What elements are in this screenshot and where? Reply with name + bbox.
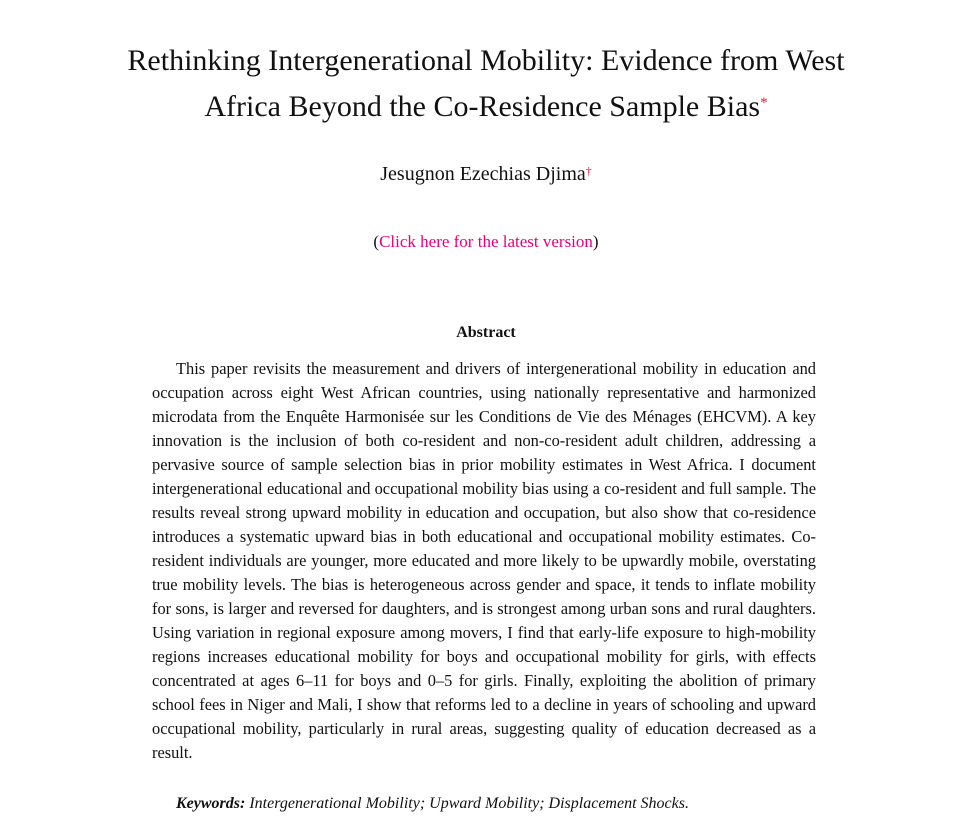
author-footnote-mark[interactable]: † — [585, 164, 592, 178]
keywords-line — [176, 793, 836, 815]
author-name: Jesugnon Ezechias Djima — [380, 163, 586, 185]
version-open-paren: ( — [373, 232, 380, 251]
abstract-text: This paper revisits the measurement and drivers of intergenerational mobility in education and occupation across eight West African countries, using nationally representative and harmonized microdata from the Enquête Harmonisée sur les Conditions de Vie des Ménages (EHCVM). A key innovation is the inclusion of both co-resident and non-co-resident adult children, addressing a pervasive source of sample selection bias in prior mobility estimates in West Africa. I document intergenerational educational and occupational mobility bias using a co-resident and full sample. The results reveal strong upward mobility in education and occupation, but also show that co-residence introduces a systematic upward bias in both educational and occupational mobility estimates. Co-resident individuals are younger, more educated and more likely to be upwardly mobile, overstating true mobility levels. The bias is heterogeneous across gender and space, it tends to inflate mobility for sons, is larger and reversed for daughters, and is strongest among urban sons and rural daughters. Using variation in regional exposure among movers, I find that early-life exposure to high-mobility regions increases educational mobility for boys and occupational mobility for girls, with effects concentrated at ages 6–11 for boys and 0–5 for girls. Finally, exploiting the abolition of primary school fees in Niger and Mali, I show that reforms led to a decline in years of schooling and upward occupational mobility, particularly in rural areas, suggesting quality of education decreased as a result. — [152, 359, 816, 762]
abstract-heading: Abstract — [456, 324, 516, 341]
paper-title-line-2-text: Africa Beyond the Co-Residence Sample Bias — [204, 90, 761, 123]
version-close-paren: ) — [592, 232, 599, 251]
keywords-label: Keywords: — [176, 795, 246, 812]
paper-title-line-1: Rethinking Intergenerational Mobility: Evidence from West — [127, 44, 845, 77]
latest-version-line — [0, 230, 972, 254]
keywords-list: Intergenerational Mobility; Upward Mobility; Displacement Shocks. — [249, 795, 689, 812]
paper-title — [60, 38, 912, 130]
latest-version-link[interactable]: Click here for the latest version — [379, 232, 593, 251]
title-footnote-mark[interactable]: * — [760, 95, 768, 111]
author-block — [0, 160, 972, 188]
paper-title-line-2 — [60, 84, 912, 130]
